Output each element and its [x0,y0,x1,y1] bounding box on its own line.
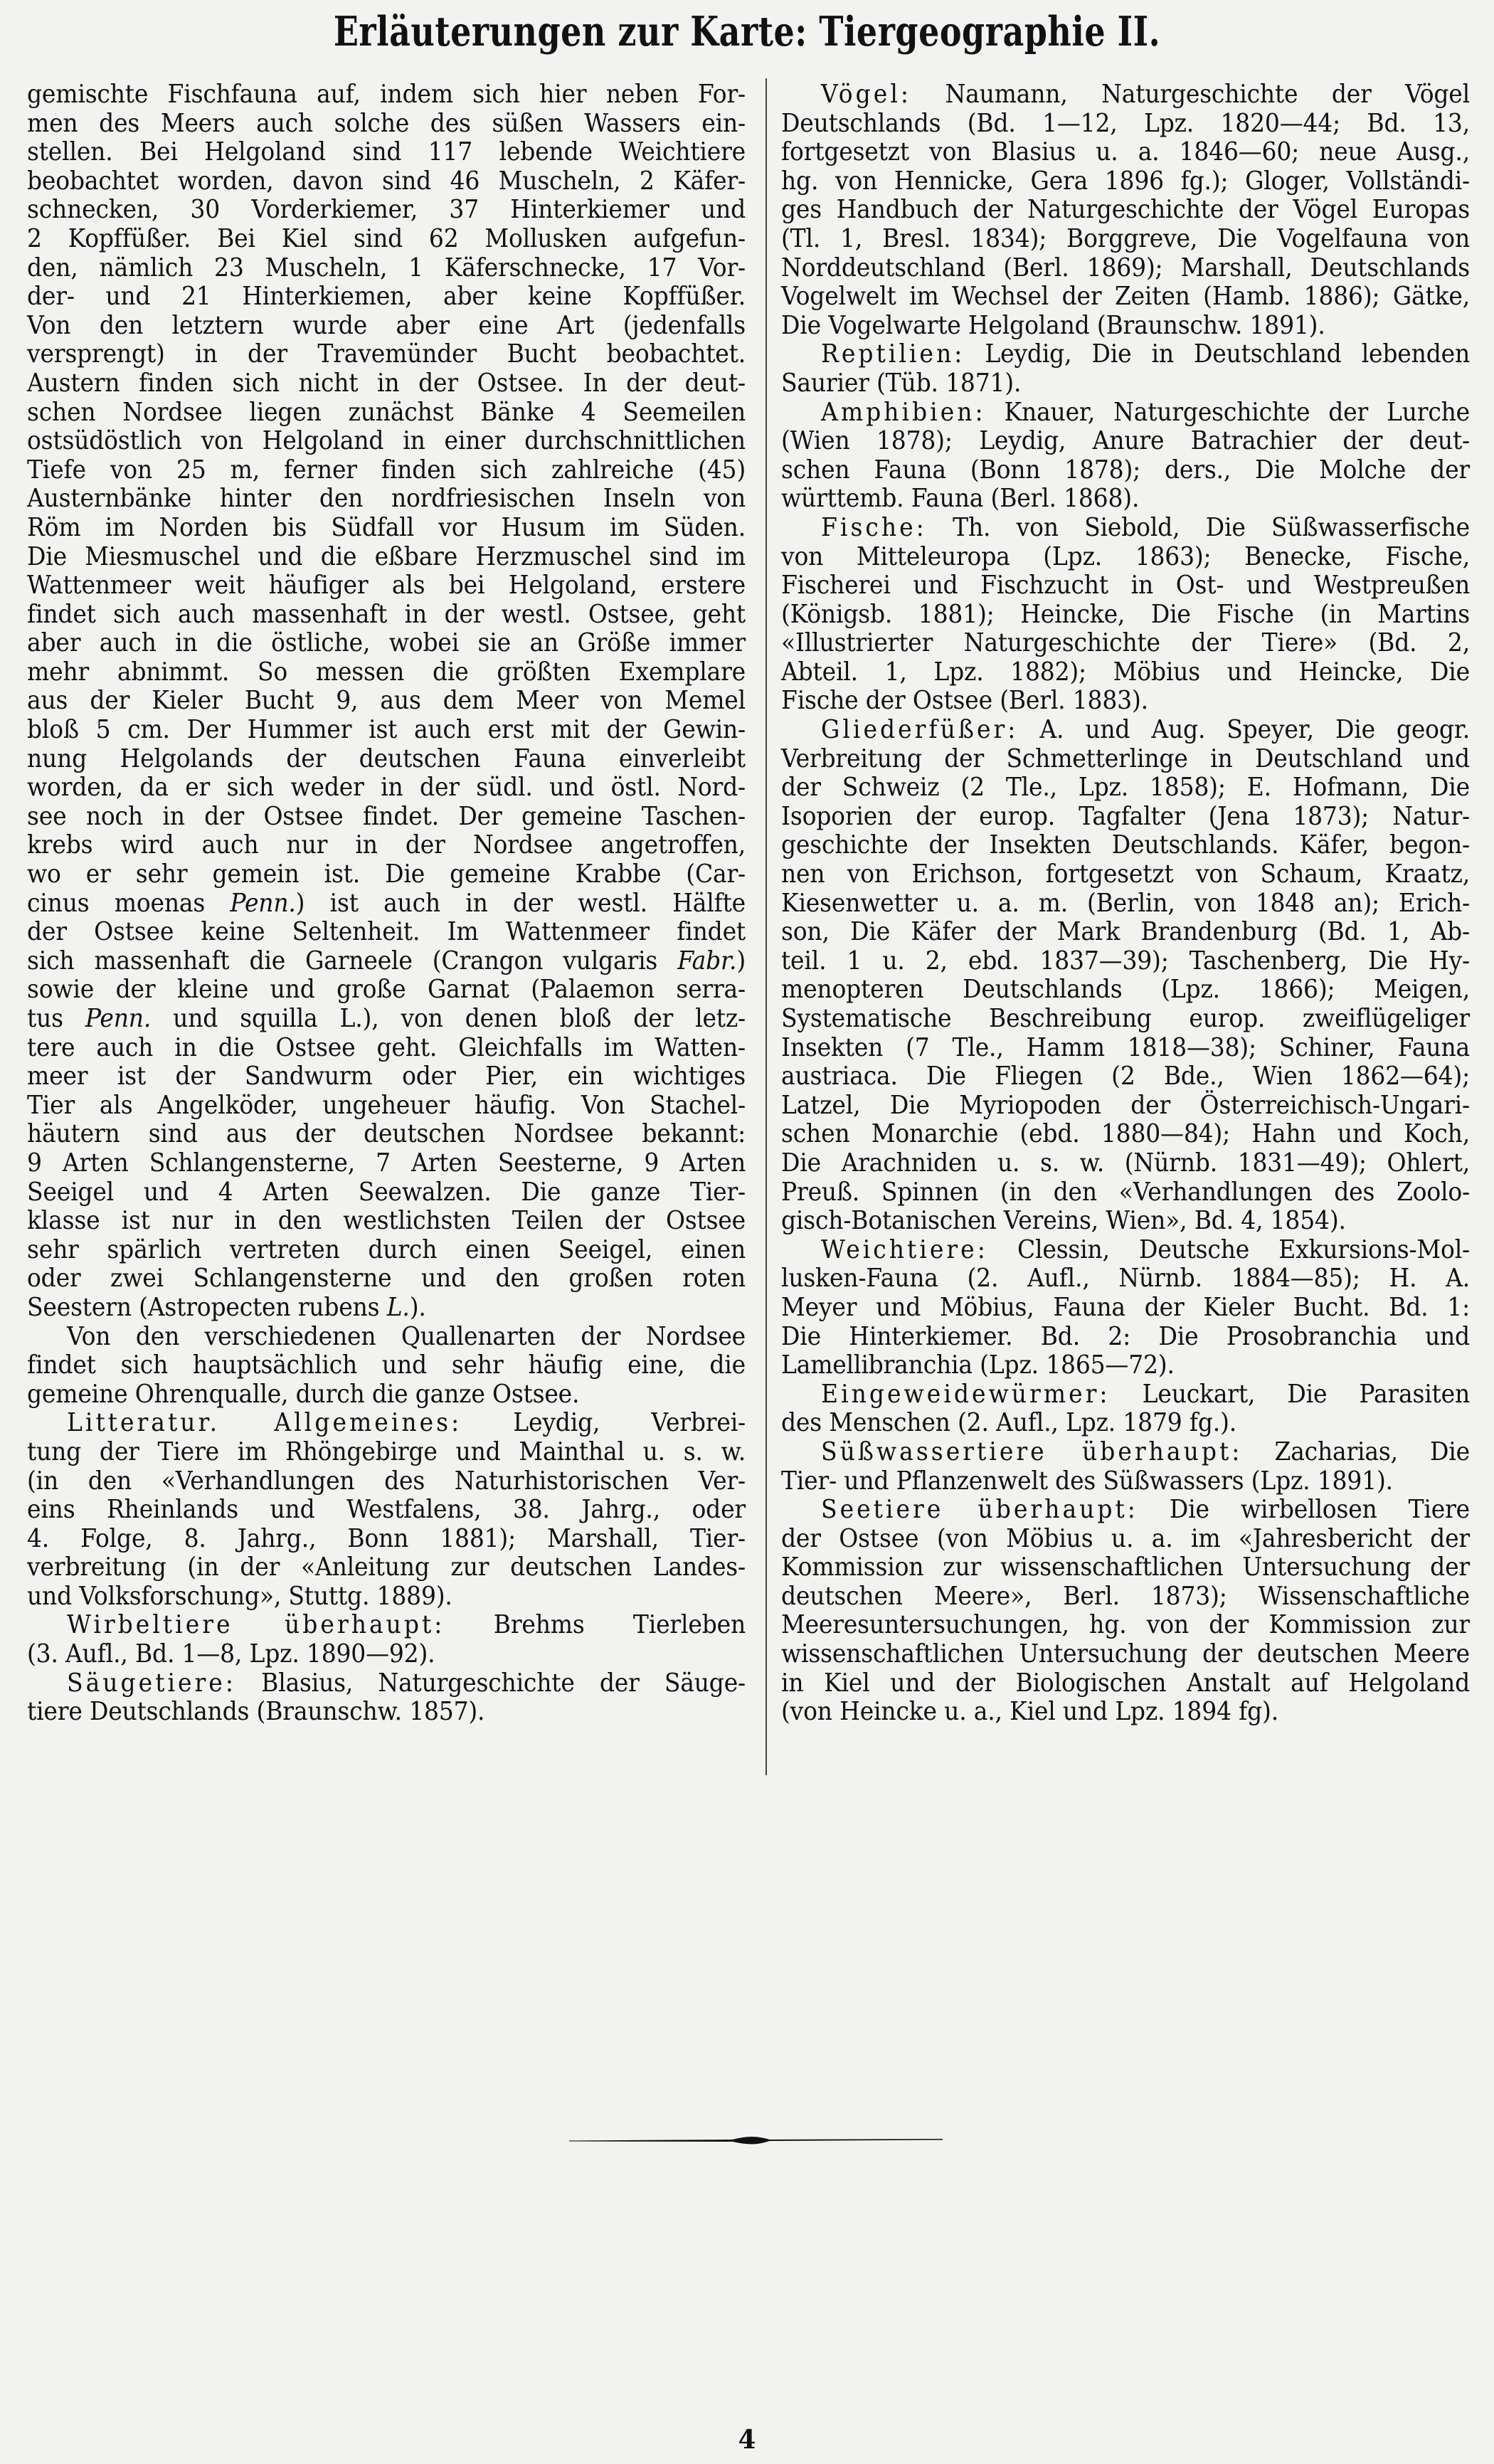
line-text: men des Meers auch solche des süßen Wassers ein- [27,107,746,138]
text-line [27,830,746,861]
text-line [27,1234,746,1265]
text-line [27,800,746,832]
text-line [781,916,1470,948]
text-line [781,569,1470,601]
line-text: Verbreitung der Schmetterlinge in Deutschland und [781,743,1470,773]
text-line [27,367,746,398]
text-line [781,367,1470,398]
text-line [781,1350,1470,1381]
line-text: Austernbänke hinter den nordfriesischen Inseln von [27,482,746,513]
line-text: worden, da er sich weder in der südl. und östl. Nord- [27,771,746,802]
section-heading: Süßwassertiere überhaupt: [821,1436,1243,1466]
line-text: versprengt) in der Travemünder Bucht beobachtet. [27,338,746,369]
text-line [27,1176,746,1207]
line-text: krebs wird auch nur in der Nordsee angetroffen, [27,829,746,860]
line-text: geschichte der Insekten Deutschlands. Käfer, begon- [781,829,1470,860]
line-text: Von den letztern wurde aber eine Art (jedenfalls [27,310,746,340]
text-line [27,339,746,370]
line-text: Deutschlands (Bd. 1—12, Lpz. 1820—44; Bd. 13, [781,107,1470,138]
line-text: der- und 21 Hinterkiemen, aber keine Kopffüßer. [27,280,746,311]
line-text: gisch-Botanischen Vereins, Wien», Bd. 4, 1854). [781,1205,1346,1235]
line-text: Zacharias, Die [1242,1436,1470,1466]
literature-entry-line [781,396,1470,428]
line-text: Meeresuntersuchungen, hg. von der Kommission zur [781,1609,1470,1639]
line-text: tus [27,1003,85,1033]
line-text: fortgesetzt von Blasius u. a. 1846—60; neue Ausg., [781,136,1470,166]
line-text: Kiesenwetter u. a. m. (Berlin, von 1848 an); Erich- [781,887,1470,918]
line-text: des Menschen (2. Aufl., Lpz. 1879 fg.). [781,1407,1237,1437]
line-text: eins Rheinlands und Westfalens, 38. Jahrg., oder [27,1493,746,1524]
line-text: Norddeutschland (Berl. 1869); Marshall, Deutschlands [781,251,1470,282]
line-text: A. und Aug. Speyer, Die geogr. [1018,714,1470,744]
line-text: findet sich hauptsächlich und sehr häufig eine, die [27,1349,746,1380]
line-text: (Wien 1878); Leydig, Anure Batrachier der deut- [781,425,1470,455]
line-text: austriaca. Die Fliegen (2 Bde., Wien 1862—64); [781,1060,1470,1091]
ornament-rule [569,2137,943,2145]
section-heading: Wirbeltiere überhaupt: [67,1609,445,1639]
text-line [27,656,746,687]
column-divider [765,78,767,1775]
literature-entry-line [27,1667,746,1698]
line-text: Clessin, Deutsche Exkursions-Mol- [987,1234,1470,1264]
text-line [781,1032,1470,1063]
text-line [781,1667,1470,1698]
text-line [781,1003,1470,1034]
line-text: Lamellibranchia (Lpz. 1865—72). [781,1349,1175,1380]
literature-entry-line [27,1609,746,1641]
line-text-continued: ) [736,945,746,975]
line-text: häutern sind aus der deutschen Nordsee bekannt: [27,1118,746,1148]
section-heading: Fische: [821,512,927,542]
line-text-continued: ). [409,1291,426,1322]
section-end-ornament [569,2135,943,2146]
line-text: Tier- und Pflanzenwelt des Süßwassers (Lpz. 1891). [781,1464,1393,1495]
line-text: gemeine Ohrenqualle, durch die ganze Ostsee. [27,1378,580,1409]
text-line [27,685,746,717]
literature-entry-line [781,339,1470,370]
line-text: nung Helgolands der deutschen Fauna einverleibt [27,743,746,773]
text-line [781,541,1470,572]
line-text: Fischerei und Fischzucht in Ost- und Westpreußen [781,569,1470,600]
author-abbreviation: L. [386,1291,410,1322]
text-line [27,714,746,745]
line-text: klasse ist nur in den westlichsten Teilen der Ostsee [27,1205,746,1235]
line-text-continued: ) ist auch in der westl. Hälfte [295,887,746,918]
text-line [27,569,746,601]
line-text: tung der Tiere im Rhöngebirge und Mainthal u. s. w. [27,1436,746,1466]
line-text: sowie der kleine und große Garnat (Palaemon serra- [27,973,746,1004]
text-line [781,1465,1470,1496]
line-text: deutschen Meere», Berl. 1873); Wissenschaftliche [781,1580,1470,1611]
text-line [781,598,1470,630]
line-text: Th. von Siebold, Die Süßwasserfische [926,512,1470,542]
text-line [781,800,1470,832]
line-text: Kommission zur wissenschaftlichen Untersuchung der [781,1551,1470,1582]
text-line [781,1523,1470,1554]
text-line [781,628,1470,659]
text-line [27,1061,746,1092]
text-line [781,858,1470,889]
line-text-continued: und squilla L.), von denen bloß der letz- [151,1003,746,1033]
text-line [27,137,746,168]
text-line [781,830,1470,861]
text-line [27,252,746,283]
section-heading: Reptilien: [821,338,965,369]
text-line [27,1350,746,1381]
text-line [781,1061,1470,1092]
line-text: Systematische Beschreibung europ. zweiflügeliger [781,1003,1470,1033]
text-line [781,1407,1470,1439]
text-line [781,974,1470,1005]
text-line [27,78,746,110]
text-line [27,1032,746,1063]
text-line [781,1263,1470,1294]
page-title: Erläuterungen zur Karte: Tiergeographie II. [333,7,1161,55]
line-text: in Kiel und der Biologischen Anstalt auf Helgoland [781,1667,1470,1698]
text-line [27,1696,746,1728]
author-abbreviation: Penn. [230,887,296,918]
line-text: Abteil. 1, Lpz. 1882); Möbius und Heincke, Die [781,656,1470,687]
line-text: bloß 5 cm. Der Hummer ist auch erst mit der Gewin- [27,714,746,744]
literature-entry-line [781,1436,1470,1467]
line-text: Leydig, Die in Deutschland lebenden [965,338,1470,369]
text-line [27,1291,746,1323]
line-text: lusken-Fauna (2. Aufl., Nürnb. 1884—85); H. A. [781,1262,1470,1293]
text-line [781,165,1470,196]
line-text: meer ist der Sandwurm oder Pier, ein wichtiges [27,1060,746,1091]
text-line [27,425,746,457]
text-line [781,945,1470,976]
line-text: 9 Arten Schlangensterne, 7 Arten Seesterne, 9 Arten [27,1147,746,1178]
text-line [781,281,1470,312]
author-abbreviation: Penn. [85,1003,152,1033]
text-line [27,454,746,485]
line-text: Die Vogelwarte Helgoland (Braunschw. 1891). [781,310,1325,340]
text-line [27,541,746,572]
line-text: findet sich auch massenhaft in der westl. Ostsee, geht [27,598,746,629]
text-line [27,1003,746,1034]
line-text: mehr abnimmt. So messen die größten Exemplare [27,656,746,687]
text-line [27,1147,746,1178]
line-text: ges Handbuch der Naturgeschichte der Vögel Europas [781,194,1470,224]
literature-entry-line [781,1234,1470,1265]
text-line [27,598,746,630]
page-number: 4 [738,2425,756,2455]
literature-entry-line [781,1493,1470,1525]
text-line [781,1696,1470,1728]
section-heading: Säugetiere: [67,1667,236,1698]
text-line [27,1493,746,1525]
line-text: der Ostsee keine Seltenheit. Im Wattenmeer findet [27,916,746,946]
line-text: Latzel, Die Myriopoden der Österreichisch-Ungari- [781,1089,1470,1120]
text-line [781,252,1470,283]
text-line [781,685,1470,717]
text-line [27,974,746,1005]
line-text: von Mitteleuropa (Lpz. 1863); Benecke, Fische, [781,540,1470,571]
literature-entry-line [781,714,1470,745]
line-text: beobachtet worden, davon sind 46 Muscheln, 2 Käfer- [27,165,746,196]
section-heading: Vögel: [821,78,911,109]
text-line [781,107,1470,139]
line-text: tiere Deutschlands (Braunschw. 1857). [27,1696,485,1726]
literature-entry-line [781,78,1470,110]
line-text: nen von Erichson, fortgesetzt von Schaum, Kraatz, [781,858,1470,889]
line-text: Die Hinterkiemer. Bd. 2: Die Prosobranchia und [781,1320,1470,1351]
text-line [781,1638,1470,1669]
text-line [27,887,746,919]
line-text: menopteren Deutschlands (Lpz. 1866); Meigen, [781,973,1470,1004]
line-text: Blasius, Naturgeschichte der Säuge- [235,1667,746,1698]
line-text: (in den «Verhandlungen des Naturhistorischen Ver- [27,1464,746,1495]
text-line [781,137,1470,168]
line-text: Isoporien der europ. Tagfalter (Jena 1873); Natur- [781,800,1470,831]
line-text: Brehms Tierleben [445,1609,746,1639]
line-text: Naumann, Naturgeschichte der Vögel [911,78,1470,109]
section-heading: Litteratur. Allgemeines: [67,1407,462,1437]
line-text: der Ostsee (von Möbius u. a. im «Jahresbericht der [781,1523,1470,1553]
text-line [27,1580,746,1612]
line-text: see noch in der Ostsee findet. Der gemeine Taschen- [27,800,746,831]
line-text: Insekten (7 Tle., Hamm 1818—38); Schiner, Fauna [781,1031,1470,1062]
text-line [27,1263,746,1294]
line-text: oder zwei Schlangensterne und den großen roten [27,1262,746,1293]
line-text: schen Fauna (Bonn 1878); ders., Die Molche der [781,454,1470,485]
text-line [27,281,746,312]
line-text: 4. Folge, 8. Jahrg., Bonn 1881); Marshall, Tier- [27,1523,746,1553]
text-line [781,1580,1470,1612]
line-text: aus der Kieler Bucht 9, aus dem Meer von Memel [27,684,746,715]
line-text: Die Arachniden u. s. w. (Nürnb. 1831—49); Ohlert, [781,1147,1470,1178]
text-line [27,194,746,226]
line-text: tere auch in die Ostsee geht. Gleichfalls im Watten- [27,1031,746,1062]
line-text: hg. von Hennicke, Gera 1896 fg.); Gloger, Vollständi- [781,165,1470,196]
line-text: ostsüdöstlich von Helgoland in einer durchschnittlichen [27,425,746,455]
text-line [781,1205,1470,1237]
line-text: Röm im Norden bis Südfall vor Husum im Süden. [27,512,746,542]
line-text: sehr spärlich vertreten durch einen Seeigel, einen [27,1234,746,1264]
text-line [781,1147,1470,1178]
line-text: verbreitung (in der «Anleitung zur deutschen Landes- [27,1551,746,1582]
text-line [27,945,746,976]
text-line [781,223,1470,254]
line-text: teil. 1 u. 2, ebd. 1837—39); Taschenberg, Die Hy- [781,945,1470,975]
text-line [27,916,746,948]
text-line [781,454,1470,485]
text-line [27,1552,746,1583]
line-text: schen Monarchie (ebd. 1880—84); Hahn und Koch, [781,1118,1470,1148]
line-text: Leuckart, Die Parasiten [1110,1378,1470,1409]
line-text: Austern finden sich nicht in der Ostsee. In der deut- [27,367,746,398]
text-line [27,1321,746,1352]
author-abbreviation: Fabr. [677,945,737,975]
text-line [27,512,746,543]
section-heading: Amphibien: [821,396,986,427]
line-text: schen Nordsee liegen zunächst Bänke 4 Seemeilen [27,396,746,427]
section-heading: Weichtiere: [821,1234,988,1264]
line-text: gemischte Fischfauna auf, indem sich hier neben For- [27,78,746,109]
text-line [27,165,746,196]
text-line [27,396,746,428]
section-heading: Seetiere überhaupt: [821,1493,1138,1524]
text-line [781,194,1470,226]
line-text: «Illustrierter Naturgeschichte der Tiere» (Bd. 2, [781,627,1470,657]
line-text: wo er sehr gemein ist. Die gemeine Krabbe (Car- [27,858,746,889]
text-line [781,772,1470,803]
text-line [781,1089,1470,1121]
line-text: Vogelwelt im Wechsel der Zeiten (Hamb. 1886); Gätke, [781,280,1470,311]
line-text: (von Heincke u. a., Kiel und Lpz. 1894 fg). [781,1696,1278,1726]
text-line [27,743,746,774]
text-line [781,743,1470,774]
text-line [27,1523,746,1554]
text-line [27,223,746,254]
line-text: cinus moenas [27,887,231,918]
line-text: den, nämlich 23 Muscheln, 1 Käferschnecke, 17 Vor- [27,251,746,282]
line-text: Fische der Ostsee (Berl. 1883). [781,684,1148,715]
text-line [27,858,746,889]
text-line [781,887,1470,919]
text-line [27,107,746,139]
line-text: (Königsb. 1881); Heincke, Die Fische (in Martins [781,598,1470,629]
line-text: Wattenmeer weit häufiger als bei Helgoland, erstere [27,569,746,600]
line-text: stellen. Bei Helgoland sind 117 lebende Weichtiere [27,136,746,166]
line-text: sich massenhaft die Garneele (Crangon vulgaris [27,945,678,975]
line-text: Meyer und Möbius, Fauna der Kieler Bucht. Bd. 1: [781,1291,1470,1322]
line-text: Tier als Angelköder, ungeheuer häufig. Von Stachel- [27,1089,746,1120]
text-line [27,1465,746,1496]
text-line [27,628,746,659]
line-text: Knauer, Naturgeschichte der Lurche [985,396,1470,427]
line-text: Die Miesmuschel und die eßbare Herzmuschel sind im [27,540,746,571]
text-line [781,1291,1470,1323]
line-text: und Volksforschung», Stuttg. 1889). [27,1580,452,1611]
text-line [781,1119,1470,1150]
line-text: Seestern (Astropecten rubens [27,1291,387,1322]
left-column [27,80,746,1726]
line-text: Die wirbellosen Tiere [1138,1493,1471,1524]
line-text: wissenschaftlichen Untersuchung der deutschen Meere [781,1638,1470,1669]
line-text: (3. Aufl., Bd. 1—8, Lpz. 1890—92). [27,1638,435,1669]
section-heading: Gliederfüßer: [821,714,1019,744]
text-line [781,656,1470,687]
text-line [27,1119,746,1150]
text-line [781,483,1470,514]
line-text: 2 Kopffüßer. Bei Kiel sind 62 Mollusken aufgefun- [27,223,746,253]
right-column [781,80,1470,1726]
line-text: (Tl. 1, Bresl. 1834); Borggreve, Die Vogelfauna von [781,223,1470,253]
text-line [781,425,1470,457]
line-text: Leydig, Verbrei- [462,1407,746,1437]
text-line [781,1176,1470,1207]
text-line [781,310,1470,341]
line-text: aber auch in die östliche, wobei sie an Größe immer [27,627,746,657]
line-text: Preuß. Spinnen (in den «Verhandlungen des Zoolo- [781,1175,1470,1207]
text-line [781,1609,1470,1641]
text-line [27,1638,746,1669]
text-line [27,483,746,514]
literature-entry-line [781,512,1470,543]
text-line [781,1321,1470,1352]
line-text: württemb. Fauna (Berl. 1868). [781,482,1140,513]
text-line [27,1378,746,1410]
text-line [27,1205,746,1237]
text-line [27,772,746,803]
line-text: der Schweiz (2 Tle., Lpz. 1858); E. Hofmann, Die [781,771,1470,802]
text-line [27,1436,746,1467]
text-line [27,1089,746,1121]
section-heading: Eingeweidewürmer: [821,1378,1111,1409]
line-text: Tiefe von 25 m, ferner finden sich zahlreiche (45) [27,454,746,485]
line-text: Seeigel und 4 Arten Seewalzen. Die ganze Tier- [27,1175,746,1207]
line-text: son, Die Käfer der Mark Brandenburg (Bd. 1, Ab- [781,916,1470,946]
line-text: Von den verschiedenen Quallenarten der Nordsee [67,1320,746,1351]
literature-entry-line [781,1378,1470,1410]
text-line [27,310,746,341]
literature-entry-line [27,1407,746,1439]
line-text: schnecken, 30 Vorderkiemer, 37 Hinterkiemer und [27,194,746,224]
line-text: Saurier (Tüb. 1871). [781,367,1022,398]
text-line [781,1552,1470,1583]
